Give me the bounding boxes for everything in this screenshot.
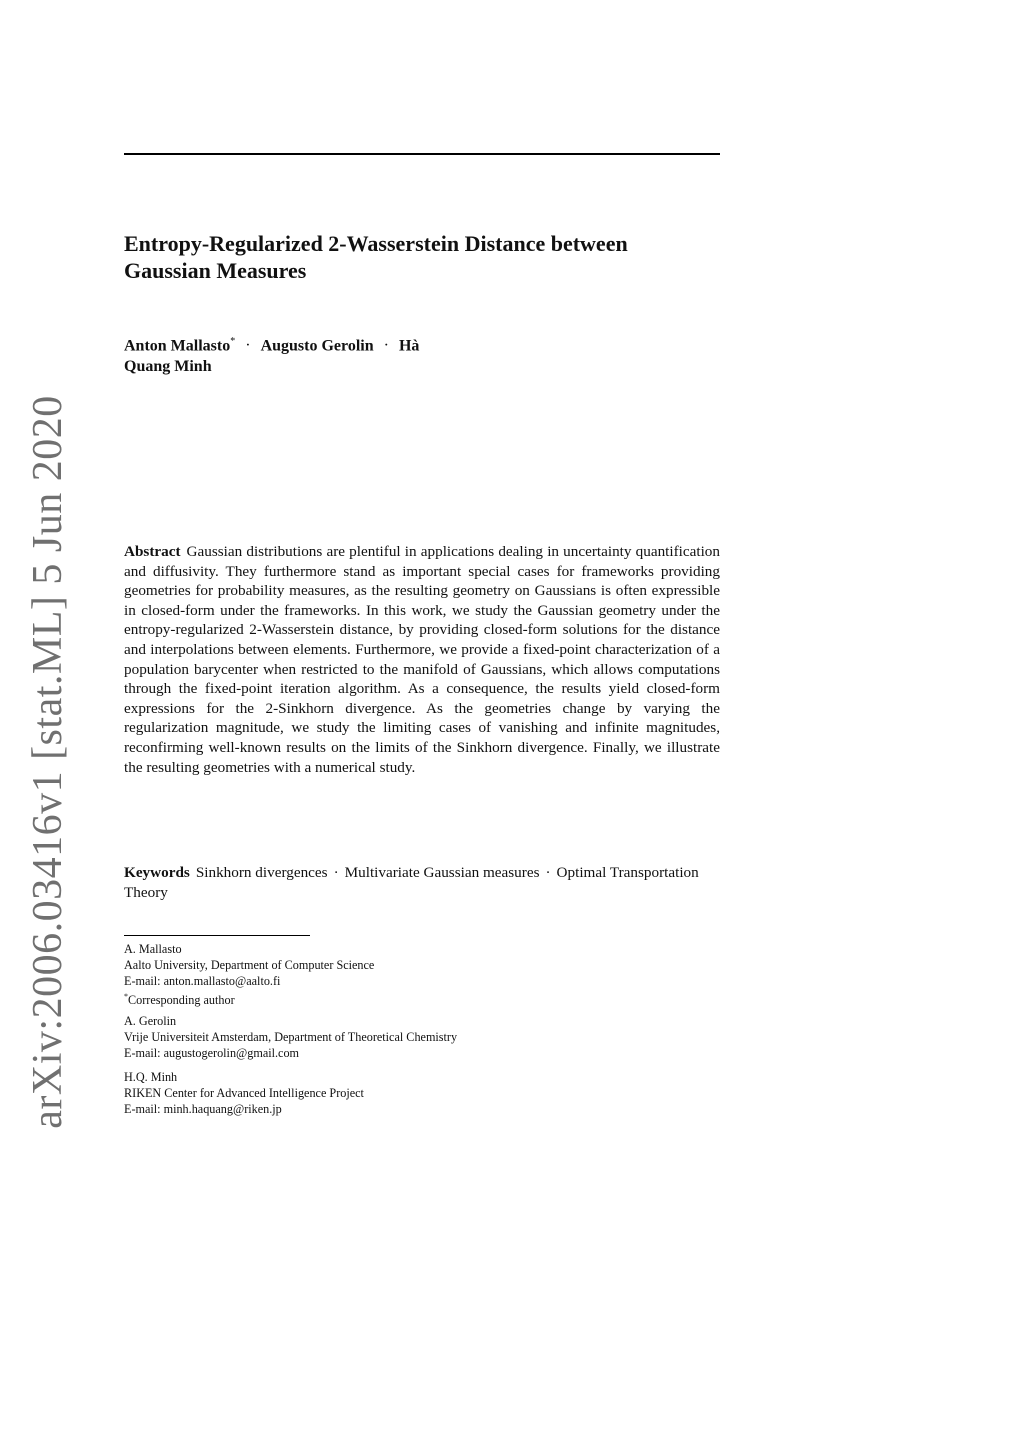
affiliation-block bbox=[124, 942, 724, 1009]
affiliation-email: E-mail: augustogerolin@gmail.com bbox=[124, 1045, 300, 1060]
affiliation-institution: RIKEN Center for Advanced Intelligence Project bbox=[124, 1085, 364, 1100]
keywords bbox=[124, 863, 720, 903]
author-1: Anton Mallasto bbox=[124, 337, 231, 355]
abstract-text: Gaussian distributions are plentiful in applications dealing in uncertainty quantification and diffusivity. They furthermore stand as important special cases for frameworks providing geometries for probability measures, as the resulting geometry on Gaussians is often expressible in closed-form under the frameworks. In this work, we study the Gaussian geometry under the entropy-regularized 2-Wasserstein distance, by providing closed-form solutions for the distance and interpolations between elements. Furthermore, we provide a fixed-point characterization of a population barycenter when restricted to the manifold of Gaussians, which allows computations through the fixed-point iteration algorithm. As a consequence, the results yield closed-form expressions for the 2-Sinkhorn divergence. As the geometries change by varying the regularization magnitude, we study the limiting cases of vanishing and infinite magnitudes, reconfirming well-known results on the limits of the Sinkhorn divergence. Finally, we illustrate the resulting geometries with a numerical study. bbox=[124, 543, 720, 776]
title-line-2: Gaussian Measures bbox=[124, 258, 307, 283]
author-separator: · bbox=[245, 337, 251, 355]
affiliation-email: E-mail: minh.haquang@riken.jp bbox=[124, 1101, 282, 1116]
author-2: Augusto Gerolin bbox=[260, 337, 374, 355]
keyword-separator: · bbox=[545, 864, 551, 881]
affiliation-name: H.Q. Minh bbox=[124, 1070, 178, 1084]
header-rule bbox=[124, 153, 720, 155]
corresponding-note-mark: * bbox=[124, 992, 128, 1002]
author-list bbox=[124, 331, 724, 377]
corresponding-note: Corresponding author bbox=[128, 993, 235, 1008]
footnote-rule bbox=[124, 935, 310, 936]
paper-title bbox=[124, 230, 724, 284]
title-line-1: Entropy-Regularized 2-Wasserstein Distance between bbox=[124, 231, 628, 256]
keyword-separator: · bbox=[333, 864, 339, 881]
affiliation-block bbox=[124, 1014, 724, 1061]
keyword-item: Optimal Transportation Theory bbox=[124, 864, 699, 901]
affiliation-email: E-mail: anton.mallasto@aalto.fi bbox=[124, 973, 281, 988]
keyword-item: Multivariate Gaussian measures bbox=[344, 864, 540, 881]
corresponding-mark: * bbox=[230, 336, 236, 347]
affiliation-name: A. Gerolin bbox=[124, 1014, 177, 1028]
keyword-item: Sinkhorn divergences bbox=[195, 864, 328, 881]
abstract bbox=[124, 542, 720, 777]
author-3-first: Hà bbox=[398, 337, 420, 355]
keywords-label: Keywords bbox=[124, 864, 190, 881]
affiliation-block bbox=[124, 1070, 724, 1117]
affiliation-institution: Aalto University, Department of Computer Science bbox=[124, 957, 375, 972]
arxiv-identifier-stamp: arXiv:2006.03416v1 [stat.ML] 5 Jun 2020 bbox=[25, 395, 71, 1129]
abstract-label: Abstract bbox=[124, 543, 181, 560]
author-3-rest: Quang Minh bbox=[124, 358, 212, 376]
affiliation-institution: Vrije Universiteit Amsterdam, Department of Theoretical Chemistry bbox=[124, 1029, 458, 1044]
affiliation-name: A. Mallasto bbox=[124, 942, 182, 956]
author-separator: · bbox=[383, 337, 389, 355]
